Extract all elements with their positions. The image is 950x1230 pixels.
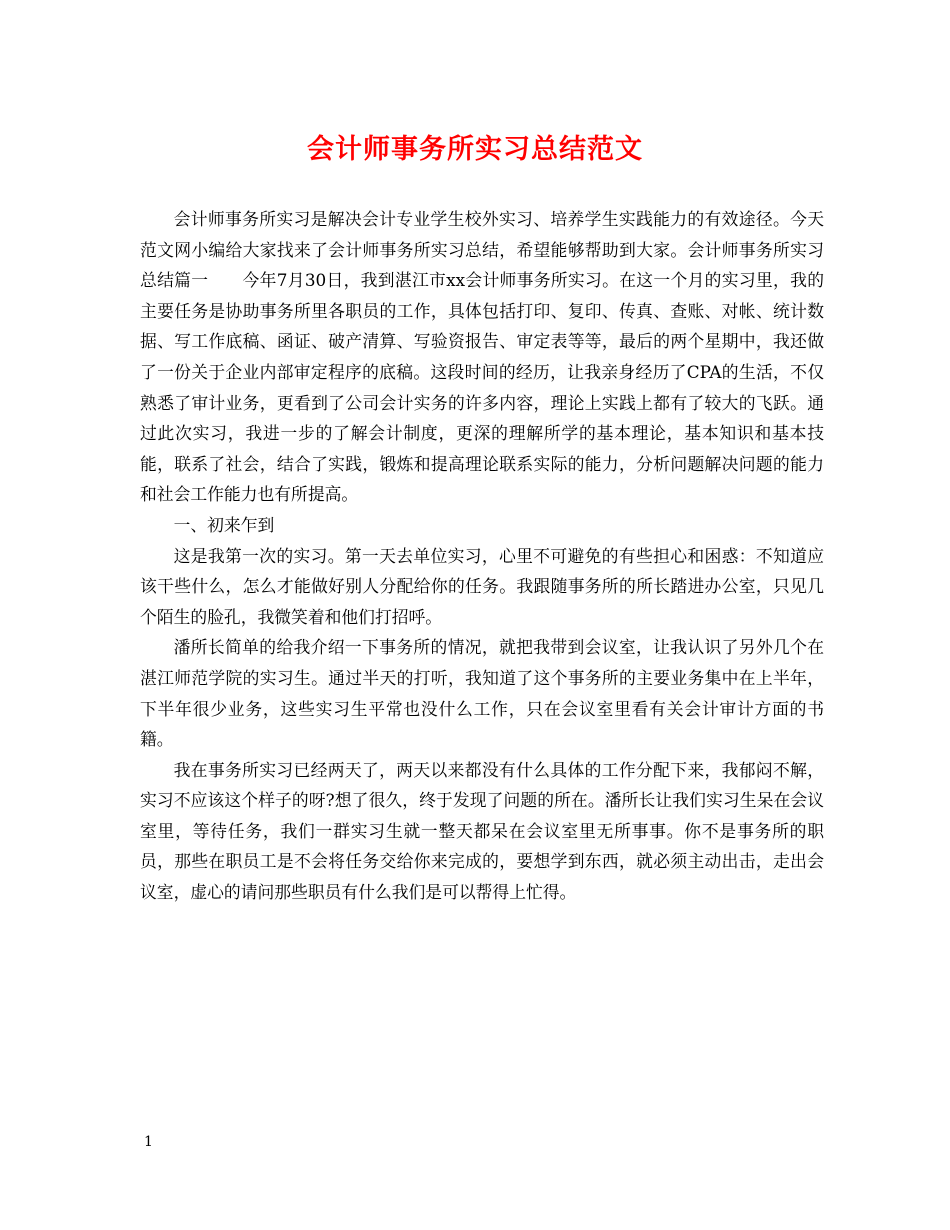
page-number: 1 <box>144 1134 153 1150</box>
section-heading-first-arrival: 一、初来乍到 <box>173 514 275 535</box>
document-body <box>140 204 824 908</box>
document-title: 会计师事务所实习总结范文 <box>307 134 643 165</box>
paragraph-first-day: 这是我第一次的实习。第一天去单位实习，心里不可避免的有些担心和困惑：不知道应该干些什么，怎么才能做好别人分配给你的任务。我跟随事务所的所长踏进办公室，只见几个陌生的脸孔，我微笑着和他们打招呼。 <box>140 545 824 627</box>
paragraph-intro: 会计师事务所实习是解决会计专业学生校外实习、培养学生实践能力的有效途径。今天范文网小编给大家找来了会计师事务所实习总结，希望能够帮助到大家。会计师事务所实习总结篇一 今年7月30日，我到湛江市xx会计师事务所实习。在这一个月的实习里，我的主要任务是协助事务所里各职员的工作，具体包括打印、复印、传真、查账、对帐、统计数据、写工作底稿、函证、破产清算、写验资报告、审定表等等，最后的两个星期中，我还做了一份关于企业内部审定程序的底稿。这段时间的经历，让我亲身经历了CPA的生活，不仅熟悉了审计业务，更看到了公司会计实务的许多内容，理论上实践上都有了较大的飞跃。通过此次实习，我进一步的了解会计制度，更深的理解所学的基本理论，基本知识和基本技能，联系了社会，结合了实践，锻炼和提高理论联系实际的能力，分析问题解决问题的能力和社会工作能力也有所提高。 <box>140 209 824 505</box>
paragraph-director-intro: 潘所长简单的给我介绍一下事务所的情况，就把我带到会议室，让我认识了另外几个在湛江师范学院的实习生。通过半天的打听，我知道了这个事务所的主要业务集中在上半年，下半年很少业务，这些实习生平常也没什么工作，只在会议室里看有关会计审计方面的书籍。 <box>140 637 824 750</box>
paragraph-two-days: 我在事务所实习已经两天了，两天以来都没有什么具体的工作分配下来，我郁闷不解，实习不应该这个样子的呀?想了很久，终于发现了问题的所在。潘所长让我们实习生呆在会议室里，等待任务，我们一群实习生就一整天都呆在会议室里无所事事。你不是事务所的职员，那些在职员工是不会将任务交给你来完成的，要想学到东西，就必须主动出击，走出会议室，虚心的请问那些职员有什么我们是可以帮得上忙得。 <box>140 759 824 903</box>
